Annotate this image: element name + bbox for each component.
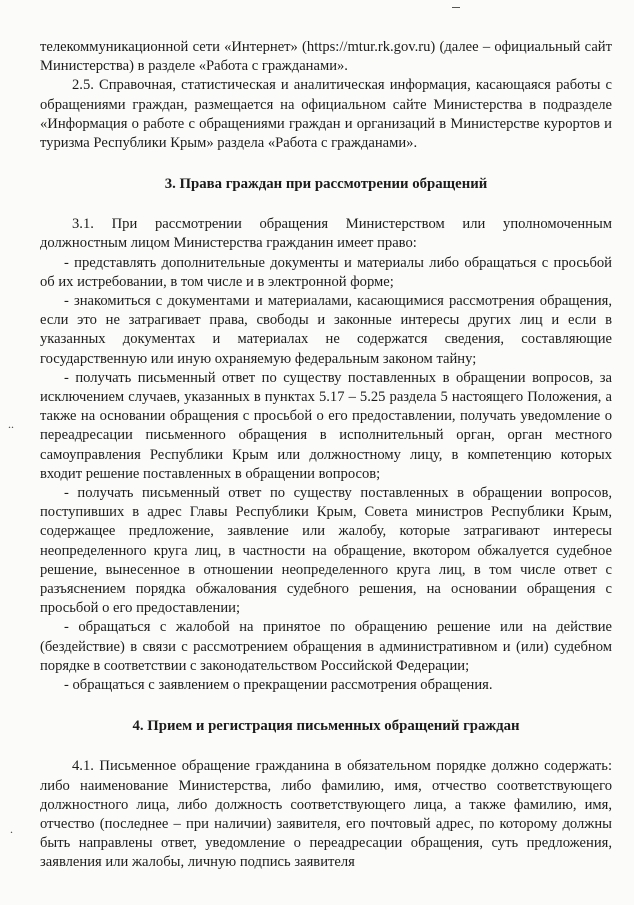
scan-mark: . — [10, 822, 13, 836]
list-item: - представлять дополнительные документы и материалы либо обращаться с просьбой об их истребовании, в том числе и в электронной форме; — [40, 254, 612, 290]
list-item: - получать письменный ответ по существу поставленных в обращении вопросов, за исключением случаев, указанных в пунктах 5.17 – 5.25 раздела 5 настоящего Положения, а также на основании обращения с просьбой о его предоставлении, получать уведомление о переадресации письменного обращения в исполнительный орган, орган местного самоуправления Республики Крым или должностному лицу, в компетенцию которых входит решение поставленных в обращении вопросов; — [40, 369, 612, 482]
paragraph-4-1: 4.1. Письменное обращение гражданина в обязательном порядке должно содержать: либо наименование Министерства, либо фамилию, имя, отчество соответствующего должностного лица, либо должность соответствующего лица, а также фамилию, имя, отчество (последнее – при наличии) заявителя, его почтовый адрес, по которому должны быть направлены ответ, уведомление о переадресации обращения, суть предложения, заявления или жалобы, личную подпись заявителя — [40, 758, 612, 871]
paragraph-2-5: 2.5. Справочная, статистическая и аналитическая информация, касающаяся работы с обращениями граждан, размещается на официальном сайте Министерства в подразделе «Информация о работе с обращениями граждан и организаций в Министерстве курортов и туризма Республики Крым» раздела «Работа с гражданами». — [40, 77, 612, 152]
paragraph: телекоммуникационной сети «Интернет» (https://mtur.rk.gov.ru) (далее – официальный сайт Министерства) в разделе «Работа с гражданами». — [40, 39, 612, 75]
list-item: - получать письменный ответ по существу поставленных в обращении вопросов, поступивших в адрес Главы Республики Крым, Совета министров Республики Крым, содержащее предложение, заявление или жалобу, которые затрагивают интересы неопределенного круга лиц, в частности на обращение, вкотором обжалуется судебное решение, вынесенное в отношении неопределенного круга лиц, в том числе ответ с разъяснением порядка обжалования судебного решения, на основании обращения с просьбой о его предоставлении; — [40, 485, 612, 617]
section-3-heading: 3. Права граждан при рассмотрении обращений — [164, 176, 488, 193]
scan-mark: .. — [8, 417, 14, 431]
section-4-heading: 4. Прием и регистрация письменных обращений граждан — [132, 718, 520, 735]
document-page — [40, 38, 612, 873]
paragraph-3-1: 3.1. При рассмотрении обращения Министерством или уполномоченным должностным лицом Министерства гражданин имеет право: — [40, 216, 612, 252]
list-item: - знакомиться с документами и материалами, касающимися рассмотрения обращения, если это не затрагивает права, свободы и законные интересы других лиц и если в указанных документах и материалах не содержатся сведения, составляющие государственную или иную охраняемую федеральным законом тайну; — [40, 293, 612, 367]
scan-mark — [452, 7, 460, 8]
list-item: - обращаться с заявлением о прекращении рассмотрения обращения. — [64, 677, 493, 694]
list-item: - обращаться с жалобой на принятое по обращению решение или на действие (бездействие) в связи с рассмотрением обращения в административном и (или) судебном порядке в соответствии с законодательством Российской Федерации; — [40, 619, 612, 674]
